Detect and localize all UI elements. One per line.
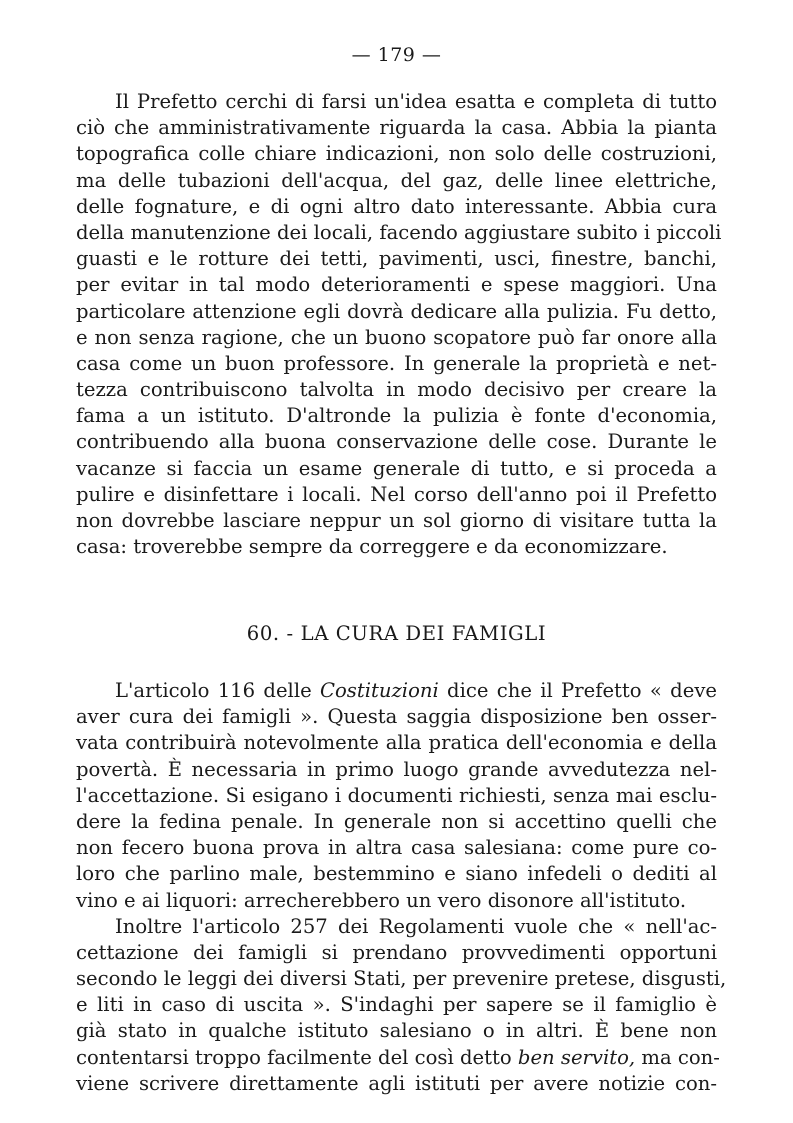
text-line: pulire e disinfettare i locali. Nel corso dell'anno poi il Prefetto	[76, 482, 717, 506]
text-segment: ma con-	[635, 1045, 720, 1069]
text-line: delle fognature, e di ogni altro dato interessante. Abbia cura	[76, 194, 717, 218]
text-line: aver cura dei famigli ». Questa saggia disposizione ben osser-	[76, 705, 717, 729]
text-line: povertà. È necessaria in primo luogo grande avvedutezza nel-	[76, 757, 717, 781]
text-line: vino e ai liquori: arrecherebbero un vero disonore all'istituto.	[76, 888, 687, 912]
section-heading: 60. - LA CURA DEI FAMIGLI	[246, 622, 547, 645]
text-line: topografica colle chiare indicazioni, non solo delle costruzioni,	[76, 142, 717, 166]
text-line: tezza contribuiscono talvolta in modo decisivo per creare la	[76, 378, 717, 402]
text-line: non dovrebbe lasciare neppur un sol giorno di visitare tutta la	[76, 509, 717, 532]
text-line: fama a un istituto. D'altronde la pulizia è fonte d'economia,	[76, 404, 717, 428]
text-line: vata contribuirà notevolmente alla pratica dell'economia e della	[76, 731, 717, 755]
text-line: dere la fedina penale. In generale non si accettino quelli che	[76, 809, 717, 833]
text-line	[76, 1045, 720, 1071]
text-line: loro che parlino male, bestemmino e siano infedeli o dediti al	[76, 862, 717, 886]
text-line: Il Prefetto cerchi di farsi un'idea esatta e completa di tutto	[115, 90, 717, 113]
text-line: contribuendo alla buona conservazione delle cose. Durante le	[76, 430, 717, 454]
text-line: l'accettazione. Si esigano i documenti richiesti, senza mai esclu-	[76, 783, 717, 807]
text-line: ciò che amministrativamente riguarda la casa. Abbia la pianta	[76, 116, 717, 140]
text-line: viene scrivere direttamente agli istituti per avere notizie con-	[76, 1071, 717, 1095]
text-segment: L'articolo 116 delle	[115, 679, 320, 702]
text-line: particolare attenzione egli dovrà dedicare alla pulizia. Fu detto,	[76, 299, 717, 323]
text-line: della manutenzione dei locali, facendo aggiustare subito i piccoli	[76, 220, 722, 244]
text-line: cettazione dei famigli si prendano provvedimenti opportuni	[76, 940, 717, 964]
text-line: ma delle tubazioni dell'acqua, del gaz, delle linee elettriche,	[76, 168, 717, 192]
paragraph-famigli	[76, 678, 727, 1097]
text-line	[76, 678, 717, 704]
text-line: e non senza ragione, che un buono scopatore può far onore alla	[76, 325, 717, 349]
text-line: per evitar in tal modo deterioramenti e spese maggiori. Una	[76, 273, 717, 297]
text-segment: dice che il Prefetto « deve	[438, 679, 717, 702]
text-line: secondo le leggi dei diversi Stati, per prevenire pretese, disgusti,	[76, 967, 727, 991]
text-line: casa: troverebbe sempre da correggere e da economizzare.	[76, 535, 668, 559]
paragraph-prefetto	[76, 89, 722, 560]
italic-title: Costituzioni	[320, 679, 439, 702]
text-line: vacanze si faccia un esame generale di tutto, e si proceda a	[76, 456, 717, 480]
text-line: e liti in caso di uscita ». S'indaghi per sapere se il famiglio è	[76, 993, 717, 1017]
text-segment: contentarsi troppo facilmente del così detto	[76, 1045, 518, 1069]
text-line: casa come un buon professore. In generale la proprietà e net-	[76, 351, 717, 375]
text-line: già stato in qualche istituto salesiano o in altri. È bene non	[76, 1019, 717, 1043]
text-line: non fecero buona prova in altra casa salesiana: come pure co-	[76, 836, 717, 860]
text-line: Inoltre l'articolo 257 dei Regolamenti vuole che « nell'ac-	[115, 914, 717, 938]
text-line: guasti e le rotture dei tetti, pavimenti, usci, finestre, banchi,	[76, 247, 717, 271]
italic-phrase: ben servito,	[517, 1045, 636, 1069]
page-number: — 179 —	[351, 44, 442, 66]
